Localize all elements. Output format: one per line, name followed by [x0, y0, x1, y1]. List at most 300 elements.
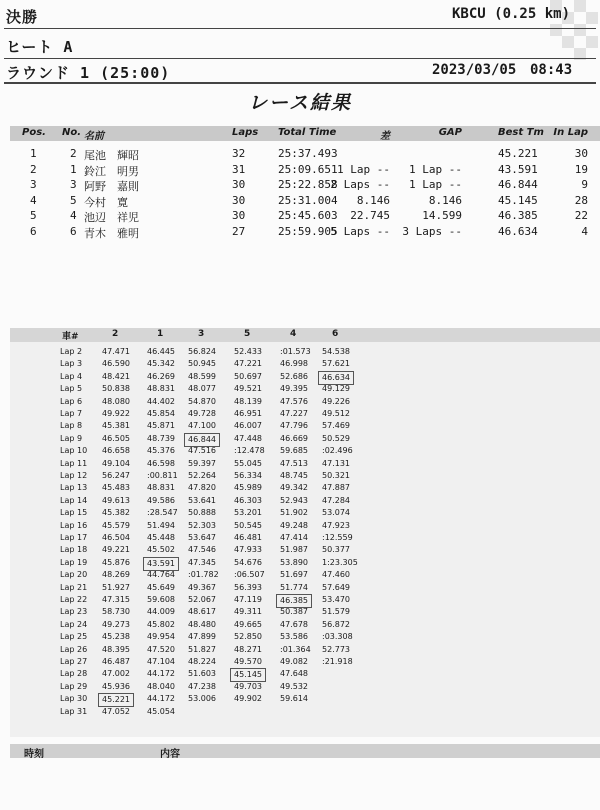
lap-time-cell: 47.345	[188, 557, 216, 567]
lap-label: Lap 23	[60, 607, 88, 617]
lap-time-cell: 44.764	[147, 570, 175, 580]
lap-label: Lap 8	[60, 421, 83, 431]
lap-time-cell: :28.547	[147, 508, 178, 518]
lap-label: Lap 17	[60, 533, 88, 542]
lap-time-cell: 48.271	[234, 644, 262, 654]
lap-time-cell: 46.487	[102, 657, 130, 666]
time-label: 08:43	[530, 62, 573, 78]
lap-time-cell: 47.899	[188, 632, 216, 642]
results-cell: 30	[232, 178, 246, 192]
lap-label: Lap 6	[60, 396, 83, 406]
lap-label: Lap 10	[60, 446, 88, 456]
car-number-header: 5	[244, 329, 251, 339]
lap-time-cell: 59.685	[280, 446, 308, 456]
lap-time-cell: 52.773	[322, 644, 350, 654]
lap-time-cell: 59.397	[188, 458, 216, 468]
lap-time-cell: 48.080	[102, 396, 130, 406]
lap-time-cell: 48.224	[188, 657, 216, 666]
divider	[4, 28, 596, 29]
lap-time-cell: 44.402	[147, 396, 175, 406]
car-number-header: 2	[112, 329, 119, 339]
results-cell: 池辺 祥児	[84, 211, 139, 225]
lap-row	[10, 358, 600, 370]
lap-label: Lap 26	[60, 644, 88, 654]
results-cell: 4	[70, 209, 77, 223]
lap-row	[10, 693, 600, 705]
results-cell: 6	[30, 225, 37, 238]
lap-time-cell: 50.838	[102, 384, 130, 394]
lap-time-cell: 49.586	[147, 495, 175, 505]
results-cell: 1	[30, 147, 37, 160]
results-row	[10, 146, 600, 161]
lap-time-cell: 47.104	[147, 657, 175, 666]
lap-row	[10, 383, 600, 395]
lap-time-cell: 49.082	[280, 657, 308, 666]
results-column-header: In Lap	[553, 127, 588, 138]
lap-time-cell: 52.433	[234, 347, 262, 356]
results-cell: 25:45.603	[278, 209, 338, 223]
lap-label: Lap 31	[60, 706, 88, 716]
track-label: KBCU (0.25 km)	[452, 6, 571, 22]
lap-label: Lap 2	[60, 347, 83, 356]
lap-time-cell: 46.590	[102, 359, 130, 369]
lap-time-cell: 47.131	[322, 458, 350, 468]
lap-label: Lap 16	[60, 520, 88, 530]
lap-time-cell: 47.100	[188, 421, 216, 431]
lap-time-cell: 49.922	[102, 409, 130, 418]
lap-time-cell: 45.381	[102, 421, 130, 431]
lap-label: Lap 11	[60, 458, 88, 468]
header-row-2	[0, 36, 600, 58]
results-cell: 今村 寛	[84, 195, 128, 209]
results-cell: 28	[574, 193, 588, 207]
lap-time-cell: 47.284	[322, 495, 350, 505]
results-cell: 2 Laps --	[330, 178, 390, 192]
lap-time-cell: 48.831	[147, 384, 175, 394]
lap-label: Lap 3	[60, 359, 83, 369]
lap-time-cell: 50.945	[188, 359, 216, 369]
lap-time-cell: 45.936	[102, 681, 130, 691]
lap-time-cell: 49.342	[280, 483, 308, 493]
lap-time-cell: 47.002	[102, 669, 130, 679]
lap-time-cell: 46.951	[234, 409, 262, 418]
lap-row	[10, 532, 600, 544]
lap-time-cell: 46.505	[102, 433, 130, 443]
page-title: レース結果	[247, 92, 353, 114]
lap-time-cell: 45.382	[102, 508, 130, 518]
lap-label: Lap 30	[60, 694, 88, 704]
lap-time-cell: 46.269	[147, 371, 175, 381]
results-cell: 31	[232, 162, 246, 176]
results-cell: 43.591	[498, 162, 538, 176]
lap-time-cell: 44.172	[147, 669, 175, 679]
lap-time-cell: 49.570	[234, 657, 262, 666]
footer-bar	[10, 744, 600, 758]
results-cell: 1	[70, 162, 77, 176]
lap-time-cell: 48.739	[147, 433, 175, 443]
lap-row	[10, 458, 600, 470]
lap-time-cell: 52.303	[188, 520, 216, 530]
lap-label: Lap 25	[60, 632, 88, 642]
lap-time-cell: 49.532	[280, 681, 308, 691]
lap-time-cell: 50.377	[322, 545, 350, 555]
results-cell: 8.146	[356, 193, 390, 207]
lap-time-cell: 46.481	[234, 533, 262, 542]
results-cell: 25:59.905	[278, 225, 338, 238]
lap-time-cell: :03.308	[322, 632, 353, 642]
lap-time-cell: 46.007	[234, 421, 262, 431]
lap-time-cell: 49.703	[234, 681, 262, 691]
results-cell: 6	[70, 225, 77, 238]
lap-row	[10, 582, 600, 594]
footer-time-label: 時刻	[24, 749, 44, 760]
results-column-header: 差	[380, 131, 390, 142]
lap-time-cell: 47.820	[188, 483, 216, 493]
lap-time-cell: 56.393	[234, 582, 262, 592]
lap-row	[10, 482, 600, 494]
results-cell: 1 Lap --	[337, 162, 390, 176]
lap-row	[10, 606, 600, 618]
lap-time-cell: 49.221	[102, 545, 130, 555]
results-cell: 19	[574, 162, 588, 176]
lap-row	[10, 656, 600, 668]
lap-time-cell: 53.201	[234, 508, 262, 518]
lap-time-cell: 47.221	[234, 359, 262, 369]
results-header	[10, 126, 600, 141]
results-row	[10, 208, 600, 223]
lap-time-cell: 52.067	[188, 595, 216, 604]
results-cell: 46.634	[498, 225, 538, 238]
lap-time-cell: 50.529	[322, 433, 350, 443]
lap-time-cell: 53.641	[188, 495, 216, 505]
lap-time-cell: 47.520	[147, 644, 175, 654]
lap-time-cell: 51.579	[322, 607, 350, 617]
results-column-header: Pos.	[22, 127, 46, 138]
lap-time-cell: 48.480	[188, 619, 216, 629]
heat-label: ヒート A	[6, 38, 74, 56]
results-cell: 3 Laps --	[402, 225, 462, 238]
results-cell: 尾池 輝昭	[84, 149, 139, 162]
lap-row	[10, 420, 600, 432]
lap-time-cell: 45.649	[147, 582, 175, 592]
best-lap-cell: 43.591	[143, 557, 179, 571]
lap-time-cell: 50.387	[280, 607, 308, 617]
lap-time-cell: 51.902	[280, 508, 308, 518]
lap-time-cell: 49.613	[102, 495, 130, 505]
lap-label: Lap 4	[60, 371, 83, 381]
lap-time-cell: 46.658	[102, 446, 130, 456]
lap-time-cell: 49.902	[234, 694, 262, 704]
results-cell: 25:09.651	[278, 162, 338, 176]
lap-label: Lap 21	[60, 582, 88, 592]
lap-time-cell: 53.890	[280, 557, 308, 567]
car-number-header: 6	[332, 329, 339, 339]
lap-time-cell: 51.927	[102, 582, 130, 592]
lap-time-cell: 54.538	[322, 347, 350, 356]
lap-time-cell: 49.512	[322, 409, 350, 418]
lap-time-cell: 49.395	[280, 384, 308, 394]
lap-time-cell: 51.494	[147, 520, 175, 530]
lap-time-cell: 45.238	[102, 632, 130, 642]
lap-label: Lap 29	[60, 681, 88, 691]
results-cell: 25:22.858	[278, 178, 338, 192]
lap-row	[10, 706, 600, 718]
lap-time-cell: 58.730	[102, 607, 130, 617]
header-row-3	[0, 62, 600, 84]
results-row	[10, 193, 600, 208]
lap-time-cell: 47.923	[322, 520, 350, 530]
lap-row	[10, 668, 600, 680]
lap-time-cell: 49.129	[322, 384, 350, 394]
lap-time-cell: 50.321	[322, 471, 350, 480]
lap-time-cell: 47.933	[234, 545, 262, 555]
results-cell: 阿野 嘉則	[84, 180, 139, 194]
lap-label: Lap 14	[60, 495, 88, 505]
lap-time-cell: 48.599	[188, 371, 216, 381]
lap-time-cell: 45.376	[147, 446, 175, 456]
lap-time-cell: 48.395	[102, 644, 130, 654]
lap-time-cell: 46.303	[234, 495, 262, 505]
lap-time-cell: 53.647	[188, 533, 216, 542]
lap-time-cell: 46.445	[147, 347, 175, 356]
lap-time-cell: 47.516	[188, 446, 216, 456]
results-cell: 8.146	[428, 193, 462, 207]
lap-row	[10, 631, 600, 643]
lap-time-cell: 53.074	[322, 508, 350, 518]
results-cell: 9	[581, 178, 588, 192]
lap-label: Lap 19	[60, 557, 88, 567]
lap-time-cell: 49.367	[188, 582, 216, 592]
lap-time-cell: :12.478	[234, 446, 265, 456]
lap-time-cell: :00.811	[147, 471, 178, 480]
lap-table	[10, 342, 600, 737]
lap-time-cell: 57.621	[322, 359, 350, 369]
lap-time-cell: 59.614	[280, 694, 308, 704]
results-cell: 22.745	[350, 209, 390, 223]
car-number-header: 4	[290, 329, 297, 339]
lap-time-cell: :21.918	[322, 657, 353, 666]
lap-row	[10, 544, 600, 556]
lap-time-cell: 53.470	[322, 595, 350, 604]
lap-label: Lap 5	[60, 384, 83, 394]
results-cell: 25:31.004	[278, 193, 338, 207]
lap-time-cell: 53.006	[188, 694, 216, 704]
lap-row	[10, 619, 600, 631]
lap-time-cell: 51.603	[188, 669, 216, 679]
lap-time-cell: 52.686	[280, 371, 308, 381]
lap-time-cell: 45.854	[147, 409, 175, 418]
lap-time-cell: 51.987	[280, 545, 308, 555]
lap-time-cell: 53.586	[280, 632, 308, 642]
lap-time-cell: 51.827	[188, 644, 216, 654]
car-number-header: 3	[198, 329, 205, 339]
lap-time-cell: 50.697	[234, 371, 262, 381]
lap-row	[10, 346, 600, 358]
lap-time-cell: :12.559	[322, 533, 353, 542]
lap-table-header	[10, 328, 600, 342]
lap-time-cell: 47.227	[280, 409, 308, 418]
lap-time-cell: 45.802	[147, 619, 175, 629]
lap-label: Lap 22	[60, 595, 88, 604]
lap-row	[10, 495, 600, 507]
lap-label: Lap 18	[60, 545, 88, 555]
lap-time-cell: 54.676	[234, 557, 262, 567]
lap-time-cell: 47.119	[234, 595, 262, 604]
results-cell: 32	[232, 147, 246, 160]
best-lap-cell: 46.634	[318, 371, 354, 385]
results-cell: 30	[232, 209, 246, 223]
results-cell: 14.599	[422, 209, 462, 223]
lap-time-cell: 49.954	[147, 632, 175, 642]
best-lap-cell: 46.385	[276, 594, 312, 608]
lap-label: Lap 15	[60, 508, 88, 518]
lap-time-cell: 47.315	[102, 595, 130, 604]
lap-time-cell: 49.226	[322, 396, 350, 406]
results-cell: 25:37.493	[278, 147, 338, 160]
car-number-header: 1	[157, 329, 164, 339]
lap-row	[10, 681, 600, 693]
results-cell: 46.385	[498, 209, 538, 223]
lap-time-cell: 45.483	[102, 483, 130, 493]
lap-time-cell: 45.871	[147, 421, 175, 431]
results-cell: 青木 雅明	[84, 227, 139, 240]
results-row	[10, 162, 600, 177]
lap-label: Lap 13	[60, 483, 88, 493]
divider	[4, 58, 596, 59]
lap-time-cell: 56.824	[188, 347, 216, 356]
lap-table-corner-label: 車#	[62, 332, 79, 342]
lap-time-cell: 52.850	[234, 632, 262, 642]
lap-time-cell: 48.421	[102, 371, 130, 381]
lap-time-cell: 49.273	[102, 619, 130, 629]
lap-time-cell: 48.617	[188, 607, 216, 617]
lap-time-cell: 45.989	[234, 483, 262, 493]
lap-label: Lap 7	[60, 409, 83, 418]
divider	[4, 82, 596, 84]
header-row-1	[0, 6, 600, 28]
lap-time-cell: :02.496	[322, 446, 353, 456]
lap-time-cell: :01.364	[280, 644, 311, 654]
lap-row	[10, 433, 600, 445]
results-column-header: 名前	[84, 131, 104, 142]
results-row	[10, 224, 600, 239]
lap-time-cell: 56.872	[322, 619, 350, 629]
results-cell: 5	[30, 209, 37, 223]
lap-time-cell: 48.269	[102, 570, 130, 580]
lap-row	[10, 445, 600, 457]
lap-time-cell: 50.545	[234, 520, 262, 530]
date-label: 2023/03/05	[432, 62, 517, 78]
results-row	[10, 177, 600, 192]
lap-time-cell: 47.448	[234, 433, 262, 443]
lap-row	[10, 569, 600, 581]
lap-row	[10, 371, 600, 383]
results-cell: 4	[581, 225, 588, 238]
lap-row	[10, 644, 600, 656]
results-cell: 45.221	[498, 147, 538, 160]
lap-time-cell: 48.745	[280, 471, 308, 480]
lap-time-cell: 54.870	[188, 396, 216, 406]
lap-time-cell: 48.077	[188, 384, 216, 394]
lap-time-cell: 46.669	[280, 433, 308, 443]
lap-time-cell: 47.648	[280, 669, 308, 679]
lap-time-cell: 55.045	[234, 458, 262, 468]
lap-row	[10, 396, 600, 408]
lap-time-cell: 49.248	[280, 520, 308, 530]
results-cell: 5	[70, 193, 77, 207]
results-column-header: Total Time	[278, 127, 337, 138]
lap-time-cell: 47.513	[280, 458, 308, 468]
results-cell: 2	[70, 147, 77, 160]
lap-time-cell: 47.576	[280, 396, 308, 406]
lap-time-cell: 57.469	[322, 421, 350, 431]
lap-time-cell: 49.311	[234, 607, 262, 617]
lap-time-cell: 46.504	[102, 533, 130, 542]
footer-content-label: 内容	[160, 749, 180, 760]
results-cell: 5 Laps --	[330, 225, 390, 238]
event-label: 決勝	[6, 8, 39, 26]
results-column-header: Best Tm	[498, 127, 544, 138]
results-cell: 4	[30, 193, 37, 207]
lap-time-cell: 46.598	[147, 458, 175, 468]
lap-time-cell: 49.104	[102, 458, 130, 468]
results-cell: 22	[574, 209, 588, 223]
lap-row	[10, 594, 600, 606]
best-lap-cell: 45.145	[230, 668, 266, 682]
results-cell: 30	[232, 193, 246, 207]
lap-time-cell: 48.139	[234, 396, 262, 406]
results-cell: 27	[232, 225, 246, 238]
lap-time-cell: 47.796	[280, 421, 308, 431]
lap-time-cell: 49.728	[188, 409, 216, 418]
lap-time-cell: 46.998	[280, 359, 308, 369]
lap-row	[10, 470, 600, 482]
results-cell: 3	[30, 178, 37, 192]
results-cell: 2	[30, 162, 37, 176]
lap-time-cell: 52.264	[188, 471, 216, 480]
results-cell: 46.844	[498, 178, 538, 192]
results-cell: 鈴江 明男	[84, 164, 139, 178]
best-lap-cell: 46.844	[184, 433, 220, 447]
lap-time-cell: 48.040	[147, 681, 175, 691]
lap-time-cell: 45.448	[147, 533, 175, 542]
lap-time-cell: 1:23.305	[322, 557, 358, 567]
lap-time-cell: 51.774	[280, 582, 308, 592]
lap-time-cell: :06.507	[234, 570, 265, 580]
lap-label: Lap 27	[60, 657, 88, 666]
results-cell: 45.145	[498, 193, 538, 207]
results-column-header: Laps	[232, 127, 259, 138]
lap-time-cell: 47.460	[322, 570, 350, 580]
lap-label: Lap 20	[60, 570, 88, 580]
best-lap-cell: 45.221	[98, 693, 134, 707]
lap-label: Lap 24	[60, 619, 88, 629]
lap-time-cell: 45.579	[102, 520, 130, 530]
results-cell: 1 Lap --	[409, 178, 462, 192]
lap-label: Lap 28	[60, 669, 88, 679]
lap-time-cell: 45.876	[102, 557, 130, 567]
lap-time-cell: 50.888	[188, 508, 216, 518]
lap-time-cell: 57.649	[322, 582, 350, 592]
lap-time-cell: 44.172	[147, 694, 175, 704]
lap-time-cell: 59.608	[147, 595, 175, 604]
lap-time-cell: 52.943	[280, 495, 308, 505]
lap-time-cell: 47.238	[188, 681, 216, 691]
lap-time-cell: 47.052	[102, 706, 130, 716]
lap-row	[10, 408, 600, 420]
lap-time-cell: 47.546	[188, 545, 216, 555]
lap-time-cell: :01.782	[188, 570, 219, 580]
